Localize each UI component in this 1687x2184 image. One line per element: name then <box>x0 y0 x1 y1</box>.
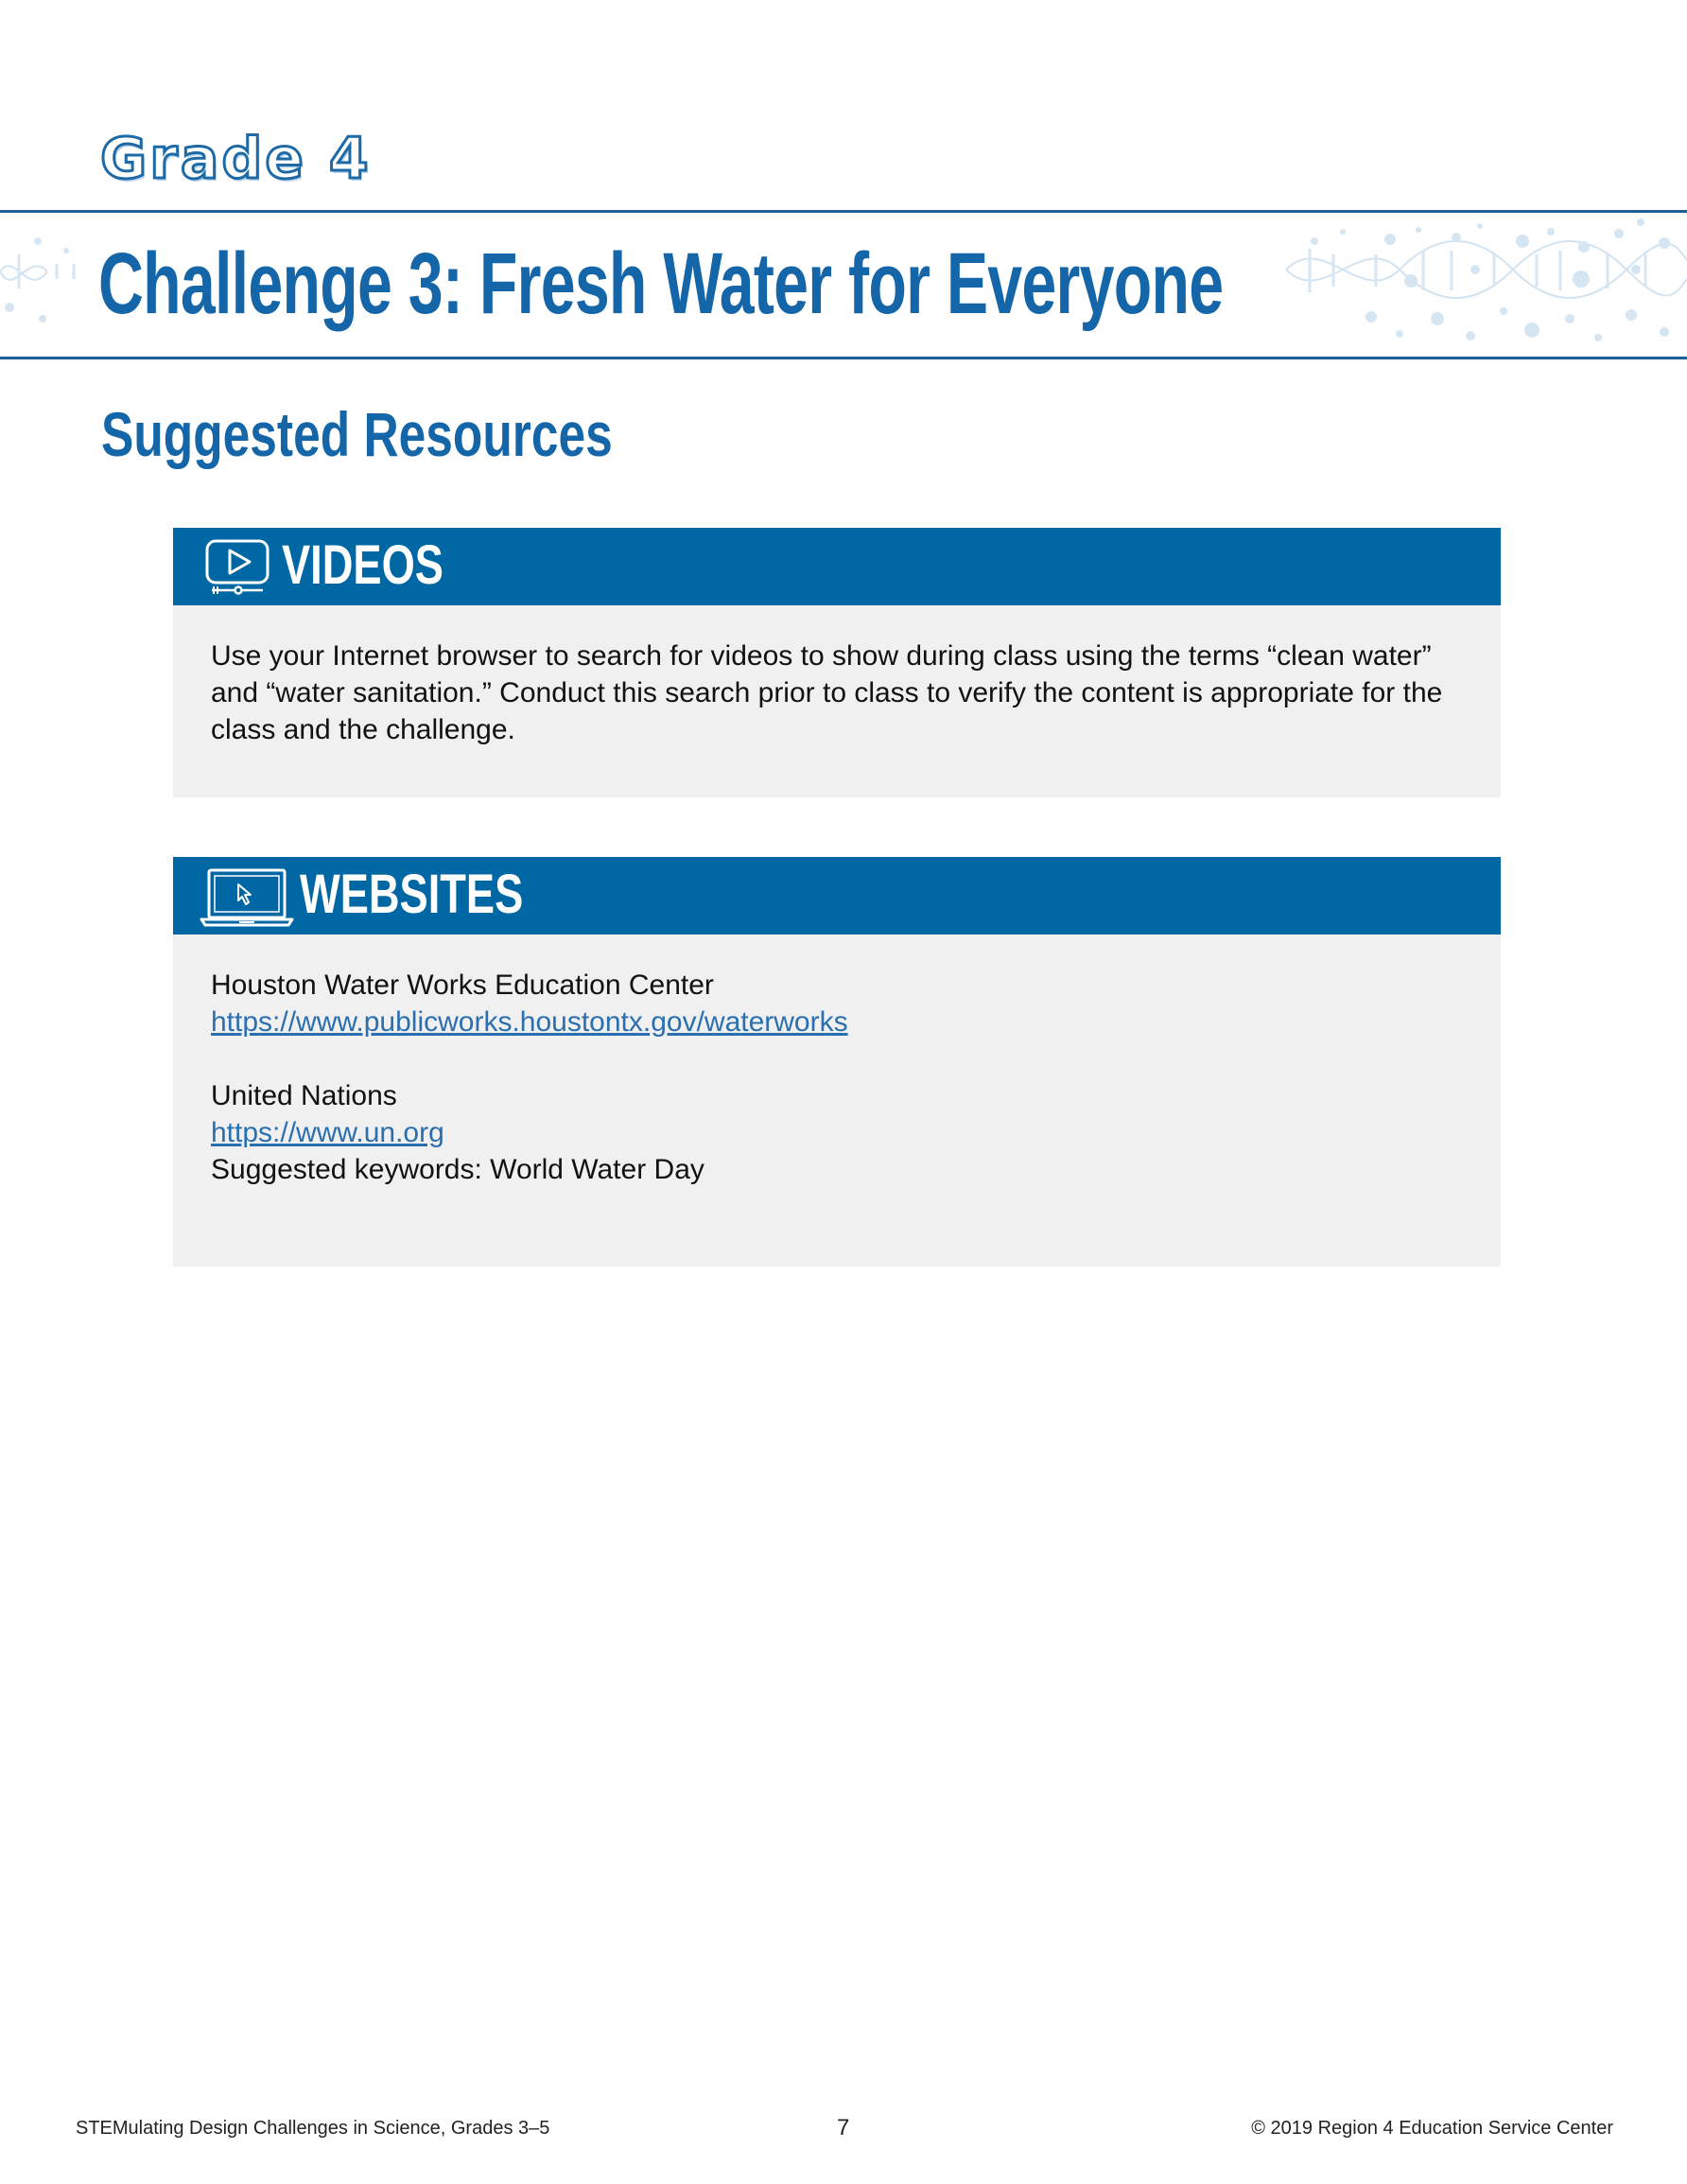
websites-card-header <box>173 857 1501 935</box>
website-name: Houston Water Works Education Center <box>211 970 714 1001</box>
title-banner <box>0 210 1687 359</box>
laptop-cursor-icon <box>200 866 294 929</box>
video-play-icon <box>204 537 278 598</box>
grade-label: Grade 4 <box>100 126 372 192</box>
website-link-houston[interactable]: https://www.publicworks.houstontx.gov/waterworks <box>211 1006 848 1038</box>
videos-card-header <box>173 528 1501 605</box>
website-name: United Nations <box>211 1080 397 1111</box>
videos-body <box>173 605 1501 748</box>
videos-label: VIDEOS <box>282 534 443 596</box>
website-keywords: Suggested keywords: World Water Day <box>211 1154 704 1185</box>
videos-card <box>173 528 1501 797</box>
footer-right: © 2019 Region 4 Education Service Center <box>1251 2118 1613 2139</box>
videos-text: Use your Internet browser to search for videos to show during class using the terms “clean water” and “water sanitation.” Conduct this search prior to class to verify the content is appropriate for the class and the challenge. <box>211 640 1443 745</box>
websites-card <box>173 857 1501 1267</box>
websites-body <box>173 935 1501 1188</box>
section-heading: Suggested Resources <box>101 399 613 469</box>
footer-left: STEMulating Design Challenges in Science, Grades 3–5 <box>76 2118 550 2139</box>
website-link-un[interactable]: https://www.un.org <box>211 1117 444 1148</box>
page-title: Challenge 3: Fresh Water for Everyone <box>98 236 1224 332</box>
websites-label: WEBSITES <box>300 864 524 925</box>
page-number: 7 <box>837 2115 850 2140</box>
